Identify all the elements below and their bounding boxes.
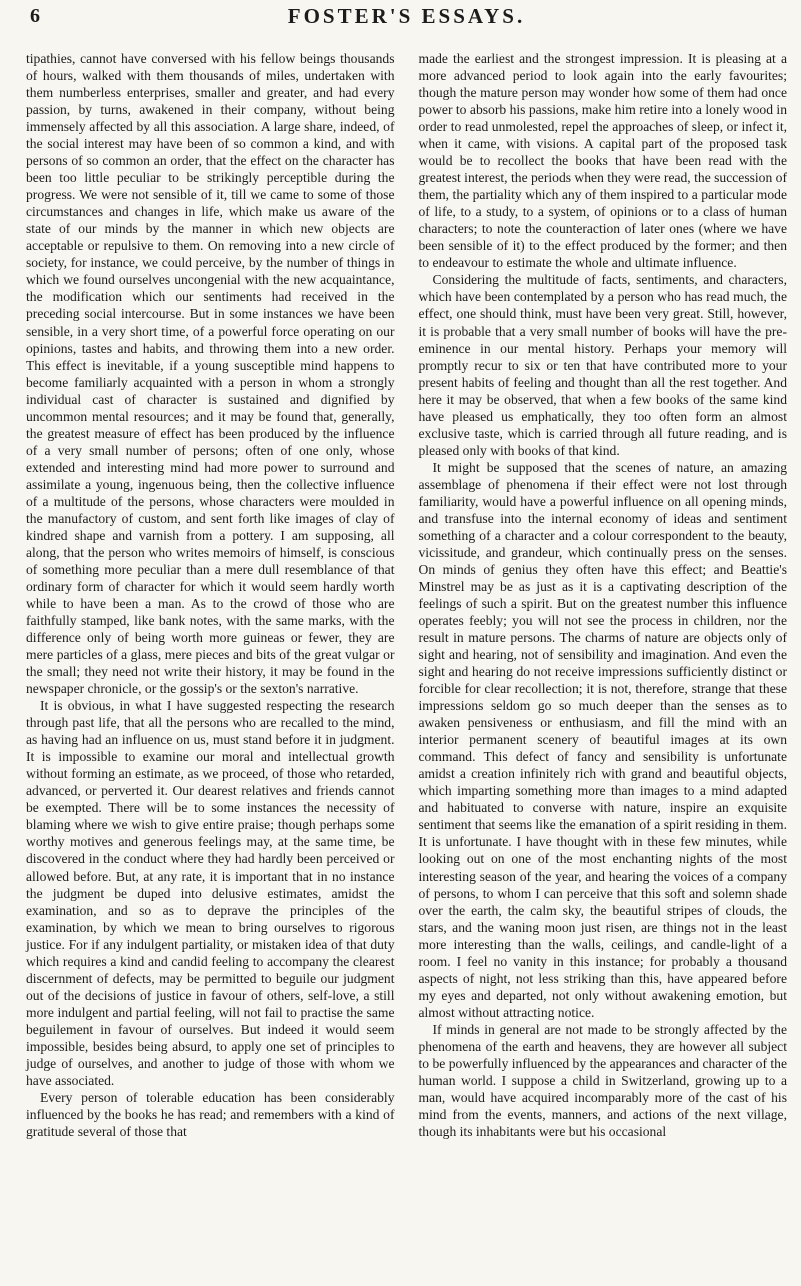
paragraph: tipathies, cannot have conversed with his fellow beings thousands of hours, walked with them thousands of miles, undertaken with them numberless enterprises, smaller and greater, and had every passion, by turns, awakened in their company, without being immensely affected by all this association. A large share, indeed, of the social interest may have been of so common a kind, and with persons of so common an order, that the effect on the character has been too little peculiar to be strikingly perceptible during the progress. We were not sensible of it, till we came to some of those circumstances and changes in life, which make us aware of the state of our minds by the manner in which new objects are acceptable or repulsive to them. On removing into a new circle of society, for instance, we could perceive, by the number of things in which we found ourselves uncongenial with the new acquaintance, the modification which our sentiments had received in the preceding social intercourse. But in some instances we have been sensible, in a very short time, of a powerful force operating on our opinions, tastes and habits, and throwing them into a new order. This effect is inevitable, if a young susceptible mind happens to become familiarly acquainted with a person in whom a strongly individual cast of character is sustained and dignified by uncommon mental resources; and it may be found that, generally, the greatest measure of effect has been produced by the influence of a very small number of persons; often of one only, whose extended and interesting mind had more power to surround and assimilate a young, ingenuous being, then the collective influence of a multitude of the persons, whose characters were moulded in the manufactory of custom, and sent forth like images of clay of kindred shape and varnish from a pottery. I am supposing, all along, that the person who writes memoirs of himself, is conscious of something more peculiar than a mere dull resemblance of that ordinary form of character for which it would seem hardly worth while to have been a man. As to the crowd of those who are faithfully stamped, like bank notes, with the same marks, with the difference only of being worth more guineas or fewer, they are mere particles of a glass, mere pieces and bits of the great vulgar or the small; they need not write their history, it may be found in the newspaper chronicle, or the gossip's or the sexton's narrative. <box>26 51 395 697</box>
text-columns <box>26 50 787 1140</box>
page-number: 6 <box>30 5 40 27</box>
right-column <box>419 50 788 1140</box>
paragraph: It is obvious, in what I have suggested respecting the research through past life, that all the persons who are recalled to the mind, as having had an influence on us, must stand before it in judgment. It is impossible to examine our moral and intellectual growth without forming an estimate, as we proceed, of those who retarded, advanced, or perverted it. Our dearest relatives and friends cannot be exempted. There will be to some instances the necessity of blaming where we wish to give entire praise; though perhaps some worthy motives and generous feelings may, at the same time, be discovered in the conduct where they had hardly been perceived or allowed before. But, at any rate, it is important that in no instance the judgment be duped into delusive estimates, amidst the examination, and so as to deprave the principles of the examination, by which we mean to bring ourselves to rigorous justice. For if any indulgent partiality, or mistaken idea of that duty which requires a kind and candid feeling to accompany the clearest discernment of defects, may be permitted to beguile our judgment out of the decisions of justice in favour of others, self-love, a still more indulgent and partial feeling, will not fail to practise the same beguilement in favour of ourselves. But indeed it would seem impossible, besides being absurd, to apply one set of principles to judge of ourselves, and another to judge of those with whom we have associated. <box>26 698 395 1088</box>
running-title: FOSTER'S ESSAYS. <box>287 4 526 28</box>
paragraph: It might be supposed that the scenes of nature, an amazing assemblage of phenomena if their effect were not lost through familiarity, would have a powerful influence on all opening minds, and transfuse into the internal economy of ideas and sentiment something of a character and a colour correspondent to the beauty, vicissitude, and grandeur, which continually press on the senses. On minds of genius they often have this effect; and Beattie's Minstrel may be as just as it is a captivating description of the feelings of such a spirit. But on the greatest number this influence operates feebly; you will not see the process in children, nor the result in mature persons. The charms of nature are objects only of sight and hearing, not of sensibility and imagination. And even the sight and hearing do not receive impressions sufficiently distinct or forcible for clear recollection; it is not, therefore, strange that these impressions seldom go so much deeper than the senses as to awaken pensiveness or enthusiasm, and fill the mind with an interior permanent scenery of beautiful images at its own command. This defect of fancy and sensibility is unfortunate amidst a creation infinitely rich with grand and beautiful objects, which imparting something more than images to a mind adapted and habituated to converse with nature, inspire an exquisite sentiment that seems like the emanation of a spirit residing in them. It is unfortunate. I have thought with in these few minutes, while looking out on one of the most enchanting nights of the most interesting season of the year, and hearing the voices of a company of persons, to whom I can perceive that this soft and solemn shade over the earth, the calm sky, the beautiful stripes of clouds, the stars, and the waning moon just risen, are things not in the least more interesting than the walls, ceilings, and candle-light of a room. I feel no vanity in this instance; for probably a thousand aspects of night, not less striking than this, have appeared before my eyes and departed, not only without awakening emotion, but almost without attracting notice. <box>418 459 787 1020</box>
page-header <box>26 0 787 34</box>
paragraph: made the earliest and the strongest impression. It is pleasing at a more advanced period to look again into the early favourites; though the mature person may wonder how some of them had once power to absorb his passions, make him retire into a lonely wood in order to read unmolested, repel the approaches of sleep, or infect it, when it came, with visions. A capital part of the proposed task would be to recollect the books that have been read with the greatest interest, the periods when they were read, the succession of them, the partiality which any of them inspired to a particular mode of life, to a study, to a system, of opinions or to a class of human characters; to note the counteraction of later ones (where we have been sensible of it) to the effect produced by the former; and then to endeavour to estimate the whole and ultimate influence. <box>418 51 787 271</box>
left-column <box>26 50 395 1140</box>
paragraph: If minds in general are not made to be strongly affected by the phenomena of the earth and heavens, they are however all subject to be powerfully influenced by the appearances and character of the human world. I suppose a child in Switzerland, growing up to a man, would have acquired incomparably more of the cast of his mind from the events, manners, and actions of the next village, though its inhabitants were but his occasional <box>418 1021 787 1139</box>
paragraph: Considering the multitude of facts, sentiments, and characters, which have been contemplated by a person who has read much, the effect, one should think, must have been very great. Still, however, it is probable that a very small number of books will have the pre-eminence in our mental history. Perhaps your memory will promptly recur to six or ten that have contributed more to your present habits of feeling and thought than all the rest together. And here it may be observed, that when a few books of the same kind have pleased us emphatically, they too often form an almost exclusive taste, which is carried through all future reading, and is pleased only with books of that kind. <box>418 272 787 458</box>
paragraph: Every person of tolerable education has been considerably influenced by the books he has read; and remembers with a kind of gratitude several of those that <box>26 1089 395 1139</box>
